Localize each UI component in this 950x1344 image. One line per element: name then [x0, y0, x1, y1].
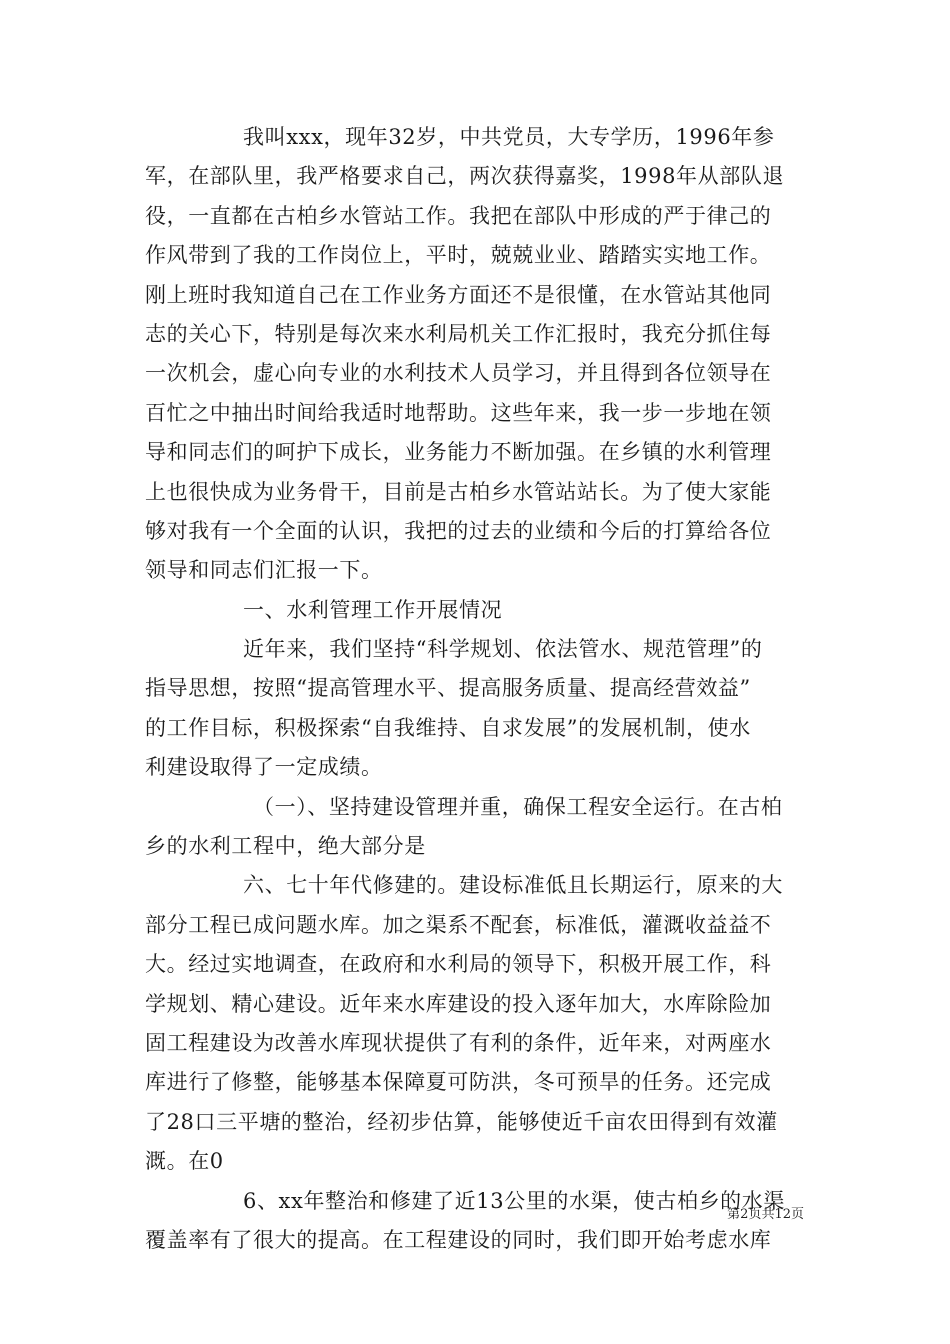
paragraph-line: 刚上班时我知道自己在工作业务方面还不是很懂，在水管站其他同 [145, 282, 772, 307]
paragraph-line: 军，在部队里，我严格要求自己，两次获得嘉奖，1998年从部队退 [145, 164, 785, 189]
paragraph-line: 作风带到了我的工作岗位上，平时，兢兢业业、踏踏实实地工作。 [145, 243, 772, 268]
body-text [145, 118, 807, 1260]
paragraph-line: 学规划、精心建设。近年来水库建设的投入逐年加大，水库除险加 [145, 991, 772, 1016]
paragraph-line: 导和同志们的呵护下成长，业务能力不断加强。在乡镇的水利管理 [145, 440, 772, 465]
paragraph-line: 了28口三平塘的整治，经初步估算，能够使近千亩农田得到有效灌 [145, 1109, 778, 1134]
paragraph-line: 领导和同志们汇报一下。 [145, 558, 383, 583]
subsection-heading-line: （一）、坚持建设管理并重，确保工程安全运行。在古柏 [253, 794, 783, 819]
paragraph-line: 指导思想，按照“提高管理水平、提高服务质量、提高经营效益” [145, 676, 751, 701]
paragraph-line: 一次机会，虚心向专业的水利技术人员学习，并且得到各位领导在 [145, 361, 772, 386]
paragraph-line: 溉。在0 [145, 1149, 224, 1174]
paragraph-line: 利建设取得了一定成绩。 [145, 755, 383, 780]
paragraph-line: 固工程建设为改善水库现状提供了有利的条件，近年来，对两座水 [145, 1030, 772, 1055]
paragraph-line: 我叫xxx，现年32岁，中共党员，大专学历，1996年参 [243, 125, 775, 149]
paragraph-line: 大。经过实地调查，在政府和水利局的领导下，积极开展工作，科 [145, 952, 772, 977]
paragraph-line: 役，一直都在古柏乡水管站工作。我把在部队中形成的严于律己的 [145, 203, 772, 228]
paragraph-line: 的工作目标，积极探索“自我维持、自求发展”的发展机制，使水 [145, 715, 751, 740]
paragraph-line: 志的关心下，特别是每次来水利局机关工作汇报时，我充分抓住每 [145, 321, 772, 346]
paragraph-line: 六、七十年代修建的。建设标准低且长期运行，原来的大 [243, 873, 783, 898]
paragraph-line: 库进行了修整，能够基本保障夏可防洪，冬可预旱的任务。还完成 [145, 1070, 772, 1095]
paragraph-line: 覆盖率有了很大的提高。在工程建设的同时，我们即开始考虑水库 [145, 1227, 772, 1252]
paragraph-line: 百忙之中抽出时间给我适时地帮助。这些年来，我一步一步地在领 [145, 400, 772, 425]
paragraph-line: 上也很快成为业务骨干，目前是古柏乡水管站站长。为了使大家能 [145, 479, 772, 504]
paragraph-line: 乡的水利工程中，绝大部分是 [145, 834, 426, 859]
paragraph-line: 6、xx年整治和修建了近13公里的水渠，使古柏乡的水渠 [243, 1188, 785, 1213]
page-number-footer: 第2页共12页 [727, 1207, 804, 1222]
paragraph-line: 够对我有一个全面的认识，我把的过去的业绩和今后的打算给各位 [145, 518, 772, 543]
section-heading: 一、水利管理工作开展情况 [243, 597, 503, 622]
paragraph-line: 近年来，我们坚持“科学规划、依法管水、规范管理”的 [243, 637, 763, 662]
paragraph-line: 部分工程已成问题水库。加之渠系不配套，标准低，灌溉收益益不 [145, 912, 772, 937]
